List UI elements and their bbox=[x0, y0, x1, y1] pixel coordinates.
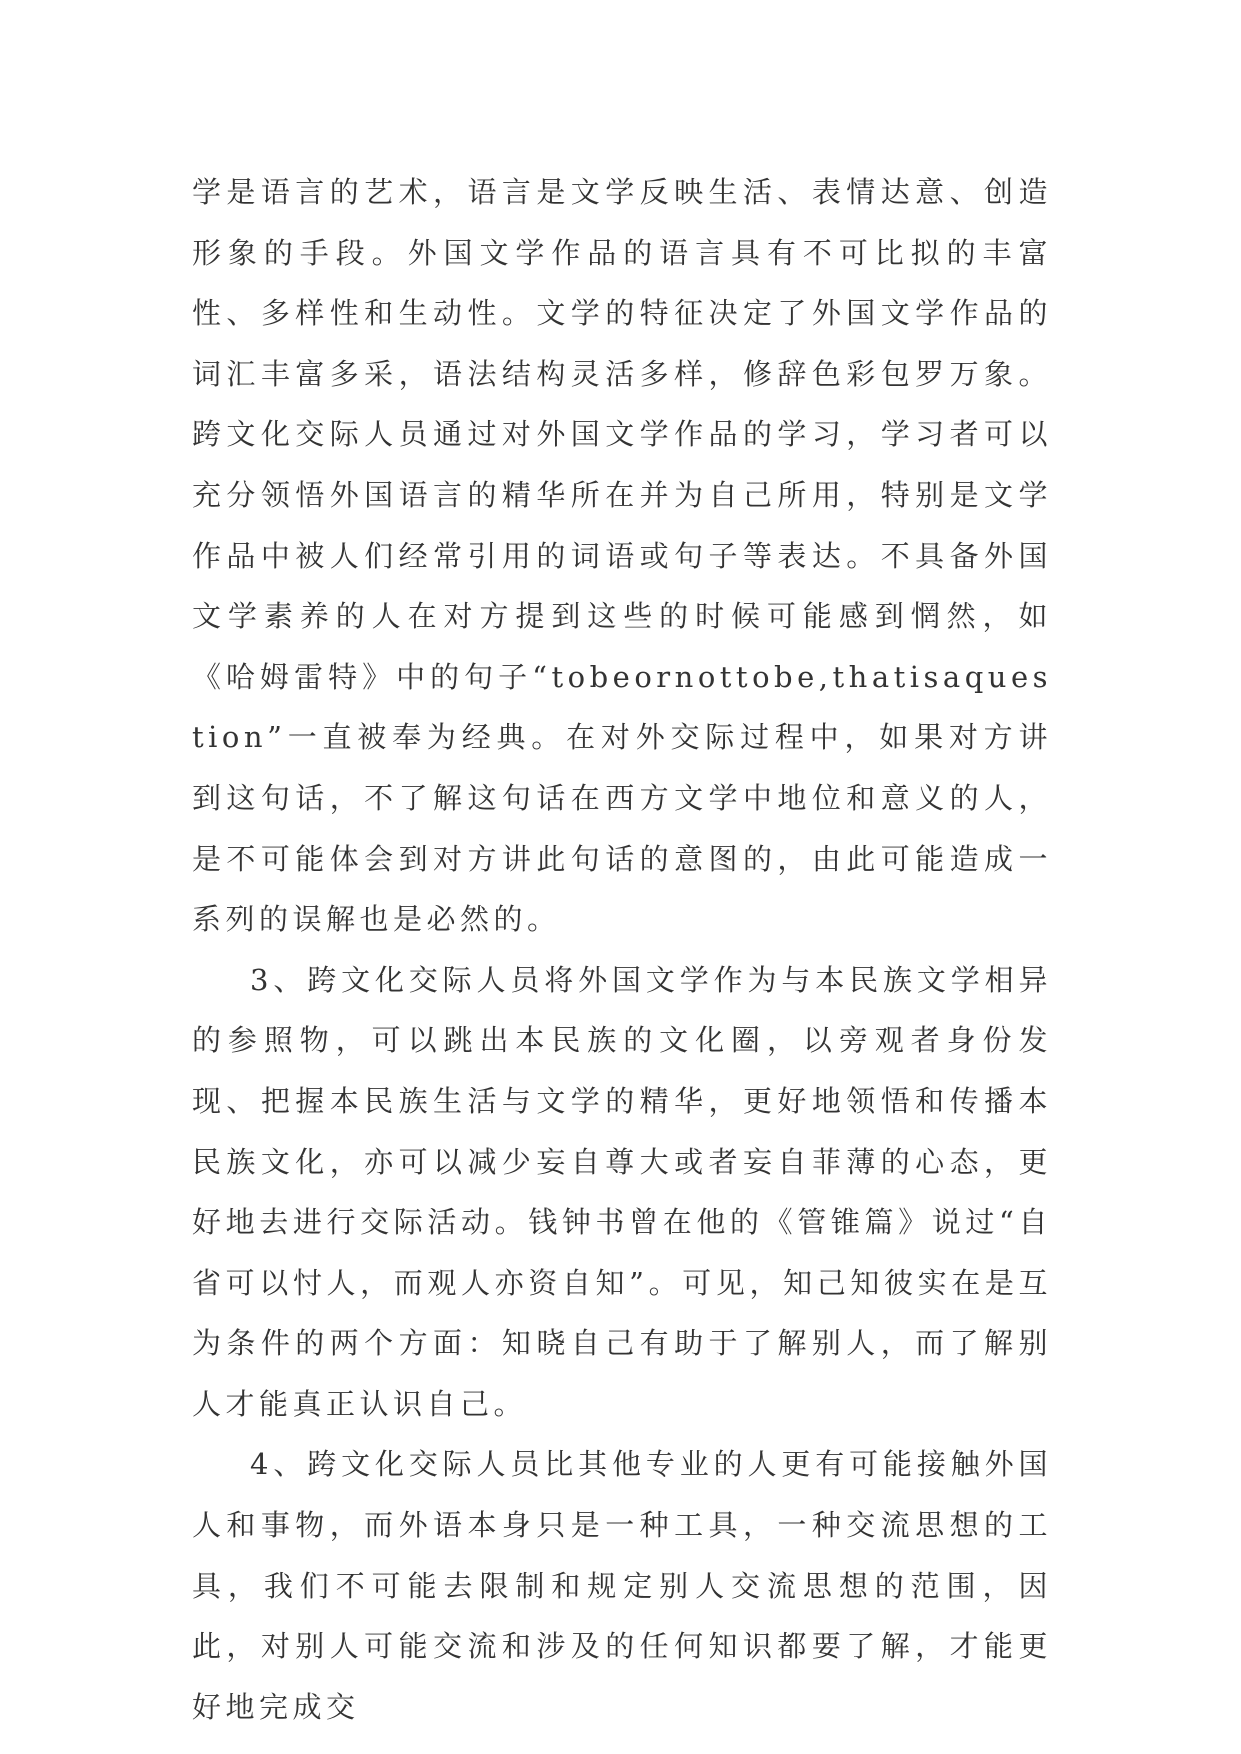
paragraph-point-3: 3、跨文化交际人员将外国文学作为与本民族文学相异的参照物，可以跳出本民族的文化圈，以旁观者身份发现、把握本民族生活与文学的精华，更好地领悟和传播本民族文化，亦可以减少妄自尊大或者妄自菲薄的心态，更好地去进行交际活动。钱钟书曾在他的《管锥篇》说过“自省可以忖人，而观人亦资自知”。可见，知己知彼实在是互为条件的两个方面：知晓自己有助于了解别人，而了解别人才能真正认识自己。 bbox=[192, 962, 1052, 1421]
document-body bbox=[192, 162, 1052, 1737]
paragraph-continuation: 学是语言的艺术，语言是文学反映生活、表情达意、创造形象的手段。外国文学作品的语言具有不可比拟的丰富性、多样性和生动性。文学的特征决定了外国文学作品的词汇丰富多采，语法结构灵活多样，修辞色彩包罗万象。跨文化交际人员通过对外国文学作品的学习，学习者可以充分领悟外国语言的精华所在并为自己所用，特别是文学作品中被人们经常引用的词语或句子等表达。不具备外国文学素养的人在对方提到这些的时候可能感到惘然，如《哈姆雷特》中的句子“tobeornottobe,thatisaquestion”一直被奉为经典。在对外交际过程中，如果对方讲到这句话，不了解这句话在西方文学中地位和意义的人，是不可能体会到对方讲此句话的意图的，由此可能造成一系列的误解也是必然的。 bbox=[192, 175, 1052, 937]
paragraph-point-4: 4、跨文化交际人员比其他专业的人更有可能接触外国人和事物，而外语本身只是一种工具，一种交流思想的工具，我们不可能去限制和规定别人交流思想的范围，因此，对别人可能交流和涉及的任何知识都要了解，才能更好地完成交 bbox=[192, 1447, 1052, 1724]
